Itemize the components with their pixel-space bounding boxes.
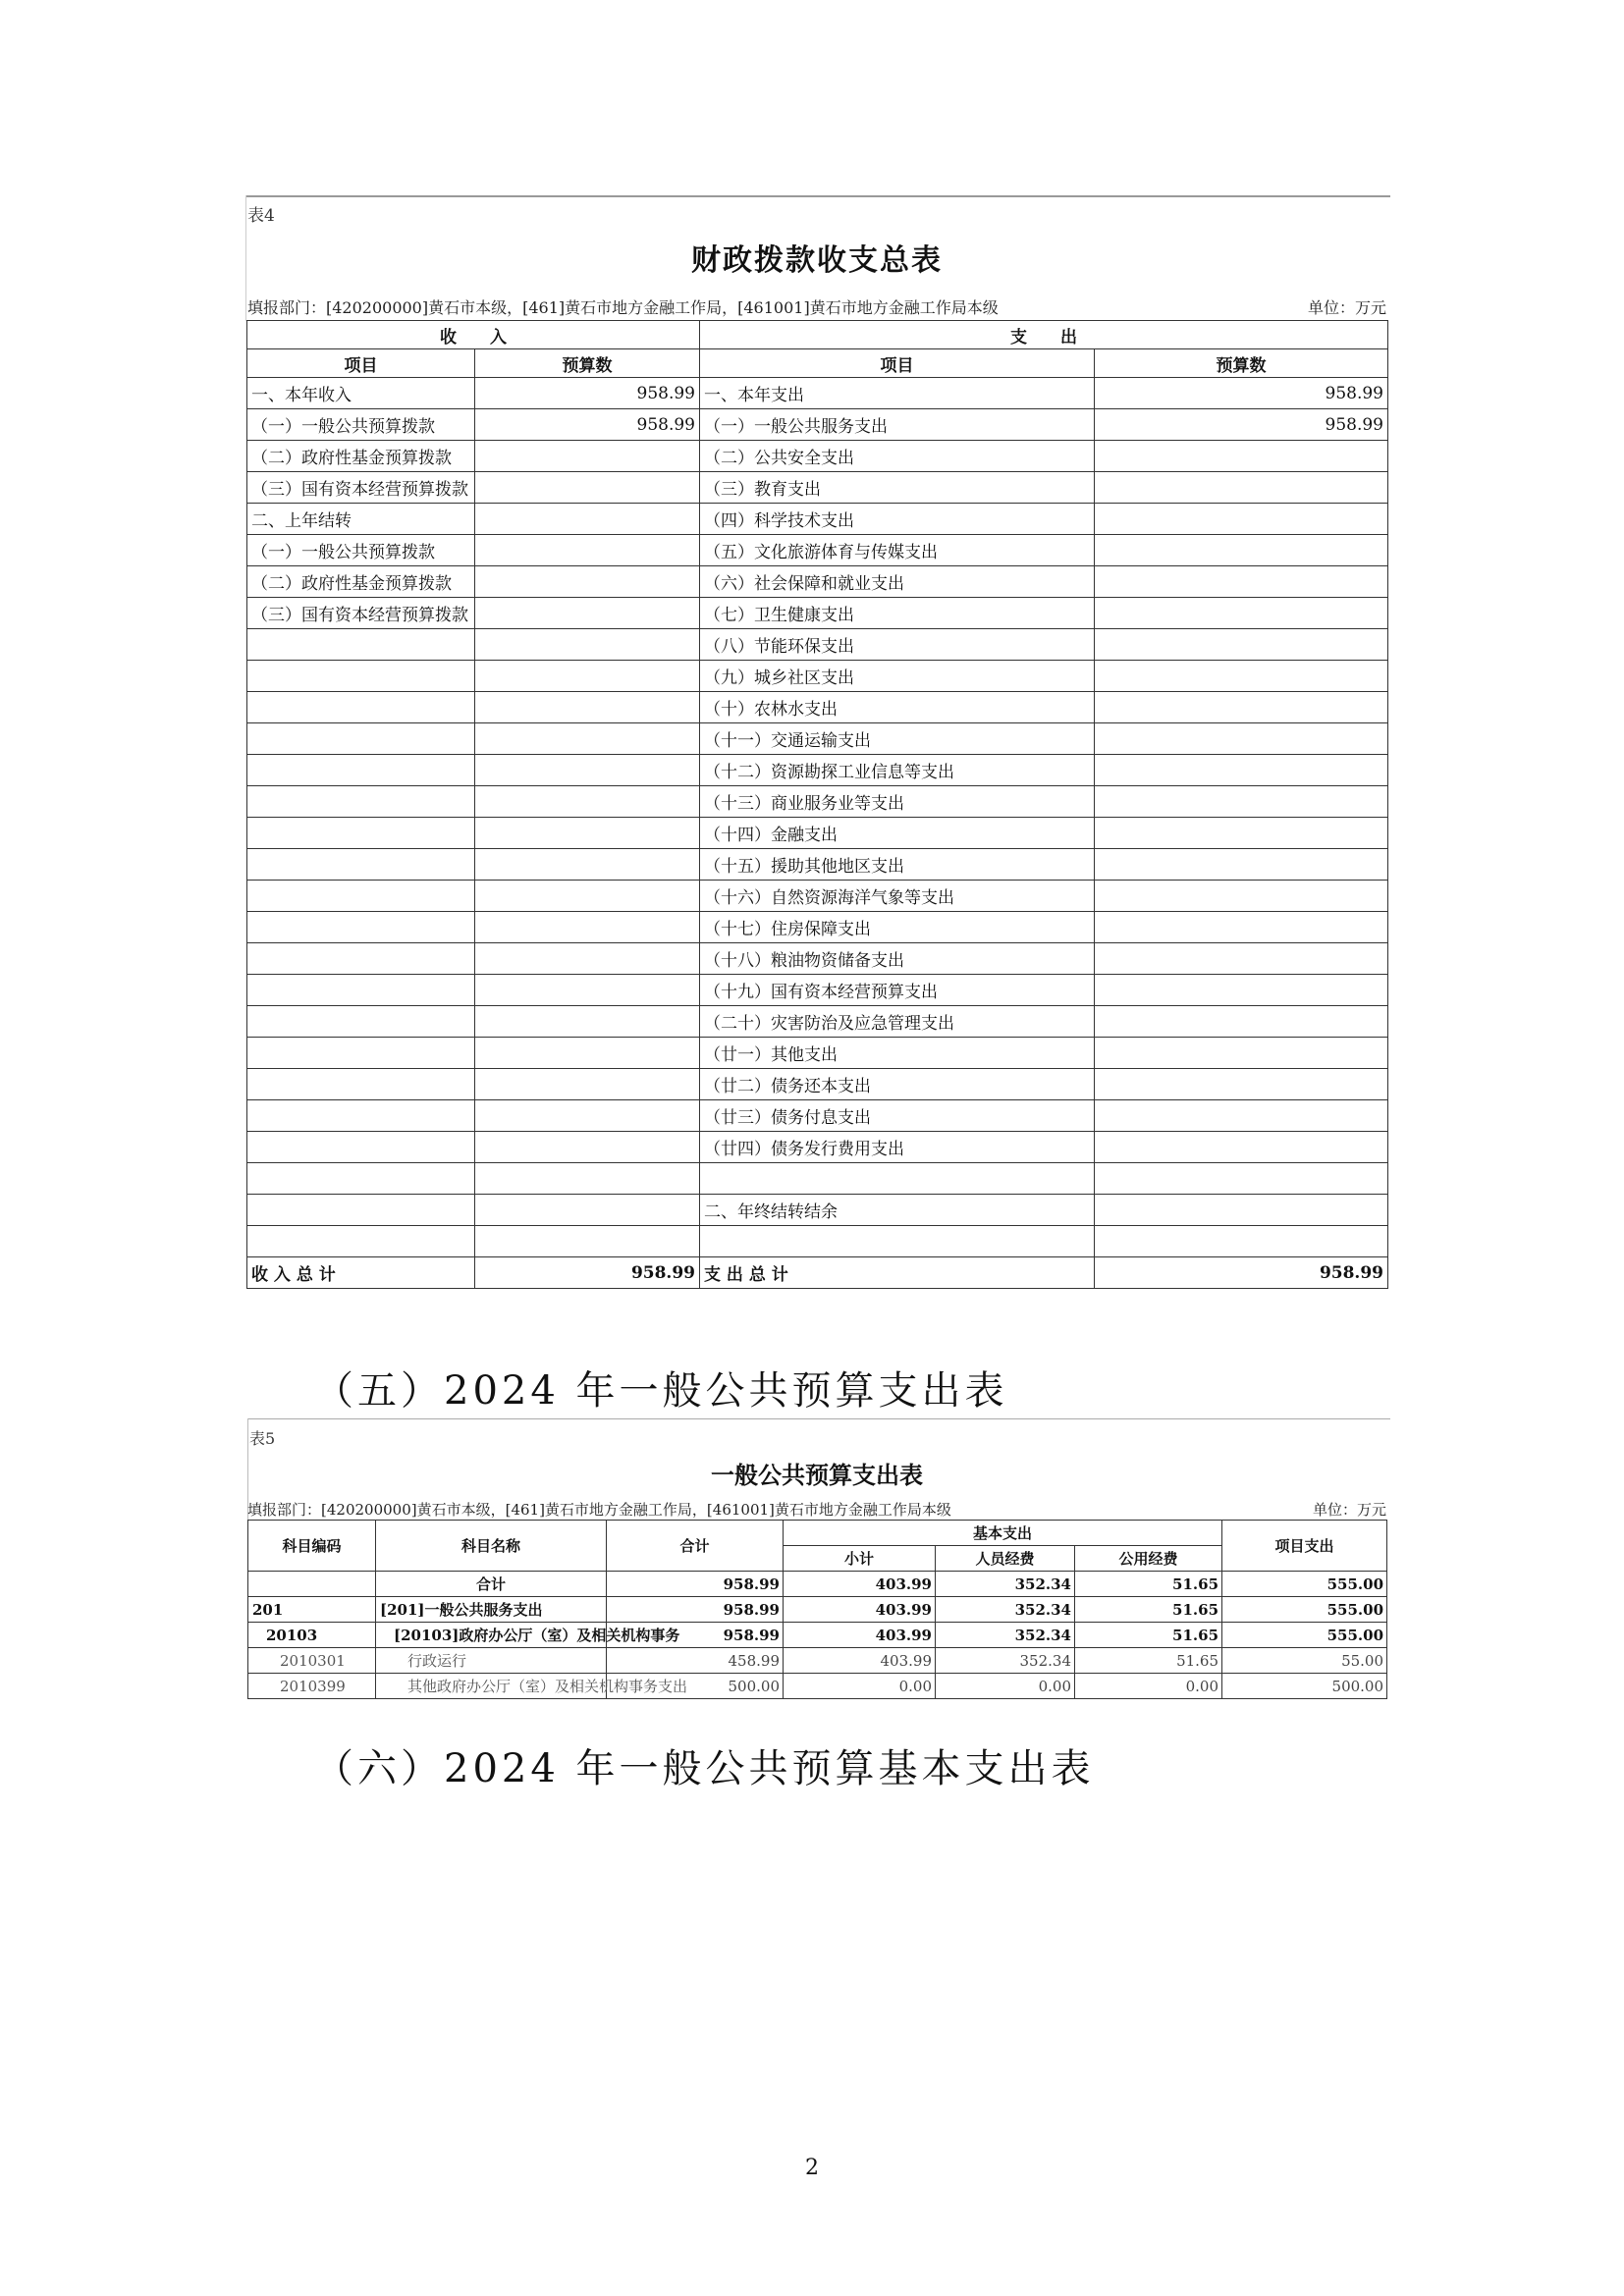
table-row [247,1038,1388,1069]
project-cell: 555.00 [1222,1572,1387,1597]
code-cell: 20103 [248,1623,376,1648]
name-cell: 行政运行 [376,1648,607,1674]
table-row [247,598,1388,629]
income-value-cell [475,692,700,723]
income-item-cell: （一）一般公共预算拨款 [247,409,475,441]
income-item-cell: （三）国有资本经营预算拨款 [247,472,475,504]
table5-dept: 填报部门：[420200000]黄石市本级，[461]黄石市地方金融工作局，[461001]黄石市地方金融工作局本级 [247,1501,951,1519]
table4-tag: 表4 [247,206,275,226]
col-expense-budget: 预算数 [1095,349,1388,378]
expense-item-cell: （八）节能环保支出 [700,629,1095,661]
expense-item-cell: （十三）商业服务业等支出 [700,786,1095,818]
expense-item-cell: 一、本年支出 [700,378,1095,409]
name-cell: [201]一般公共服务支出 [376,1597,607,1623]
income-item-cell [247,661,475,692]
table-row [247,566,1388,598]
expense-item-cell [700,1226,1095,1257]
project-cell: 555.00 [1222,1597,1387,1623]
total-cell: 500.00 [607,1674,784,1699]
table-header-row [248,1521,1387,1546]
expense-value-cell [1095,472,1388,504]
expense-item-cell: （十五）援助其他地区支出 [700,849,1095,881]
income-value-cell: 958.99 [475,378,700,409]
income-value-cell [475,1100,700,1132]
expense-item-cell: （十一）交通运输支出 [700,723,1095,755]
name-cell: 其他政府办公厅（室）及相关机构事务支出 [376,1674,607,1699]
income-value-cell: 958.99 [475,409,700,441]
subtotal-cell: 403.99 [784,1572,936,1597]
expense-value-cell [1095,629,1388,661]
col-code: 科目编码 [248,1521,376,1572]
expense-item-cell: （十二）资源勘探工业信息等支出 [700,755,1095,786]
col-personnel: 人员经费 [936,1546,1075,1572]
income-item-cell [247,1163,475,1195]
public-cell: 51.65 [1075,1572,1222,1597]
total-row [247,1257,1388,1289]
expense-value-cell [1095,723,1388,755]
table-row [247,1195,1388,1226]
income-value-cell [475,441,700,472]
income-item-cell [247,755,475,786]
table5-title: 一般公共预算支出表 [711,1461,923,1489]
col-public: 公用经费 [1075,1546,1222,1572]
table-row [248,1674,1387,1699]
income-value-cell [475,504,700,535]
expense-item-cell: （廿二）债务还本支出 [700,1069,1095,1100]
income-item-cell [247,912,475,943]
table5-unit: 单位：万元 [1312,1501,1386,1519]
table-row [248,1648,1387,1674]
expense-item-cell: （廿四）债务发行费用支出 [700,1132,1095,1163]
income-item-cell: 一、本年收入 [247,378,475,409]
table-subheader-row [247,349,1388,378]
personnel-cell: 352.34 [936,1623,1075,1648]
personnel-cell: 352.34 [936,1648,1075,1674]
income-item-cell [247,1226,475,1257]
total-cell: 458.99 [607,1648,784,1674]
expense-value-cell: 958.99 [1095,378,1388,409]
income-item-cell: （二）政府性基金预算拨款 [247,441,475,472]
expense-item-cell: （十六）自然资源海洋气象等支出 [700,881,1095,912]
income-item-cell [247,1038,475,1069]
code-cell: 201 [248,1597,376,1623]
income-item-cell [247,975,475,1006]
expense-item-cell: （十九）国有资本经营预算支出 [700,975,1095,1006]
expense-item-cell: （十）农林水支出 [700,692,1095,723]
income-item-cell [247,943,475,975]
total-cell: 958.99 [607,1623,784,1648]
expense-value-cell [1095,692,1388,723]
expense-item-cell: （二）公共安全支出 [700,441,1095,472]
table-header-row [247,321,1388,349]
expense-item-cell: （十八）粮油物资储备支出 [700,943,1095,975]
expense-item-cell: （一）一般公共服务支出 [700,409,1095,441]
section-heading-5: （五）2024 年一般公共预算支出表 [314,1368,1008,1414]
expense-value-cell [1095,1100,1388,1132]
income-value-cell [475,661,700,692]
page-number: 2 [805,2156,819,2180]
table-row [247,849,1388,881]
income-value-cell [475,629,700,661]
col-expense-item: 项目 [700,349,1095,378]
income-value-cell [475,1132,700,1163]
expense-value-cell [1095,1069,1388,1100]
income-value-cell [475,598,700,629]
income-value-cell [475,849,700,881]
expense-value-cell [1095,535,1388,566]
personnel-cell: 352.34 [936,1597,1075,1623]
income-value-cell [475,818,700,849]
expense-value-cell [1095,566,1388,598]
section-heading-6: （六）2024 年一般公共预算基本支出表 [314,1746,1095,1791]
income-value-cell [475,912,700,943]
table4-dept: 填报部门：[420200000]黄石市本级，[461]黄石市地方金融工作局，[461001]黄石市地方金融工作局本级 [247,298,999,317]
public-cell: 51.65 [1075,1623,1222,1648]
expense-value-cell: 958.99 [1095,409,1388,441]
expense-value-cell [1095,881,1388,912]
income-value-cell [475,723,700,755]
income-value-cell [475,786,700,818]
general-budget-expense-table [247,1520,1387,1699]
expense-item-cell: （廿三）债务付息支出 [700,1100,1095,1132]
income-item-cell: （一）一般公共预算拨款 [247,535,475,566]
personnel-cell: 0.00 [936,1674,1075,1699]
income-total-value: 958.99 [475,1257,700,1289]
header-expense: 支 出 [700,321,1388,349]
income-item-cell [247,818,475,849]
income-value-cell [475,1226,700,1257]
expense-item-cell: （九）城乡社区支出 [700,661,1095,692]
expense-value-cell [1095,1006,1388,1038]
table5-tag: 表5 [249,1429,276,1448]
personnel-cell: 352.34 [936,1572,1075,1597]
income-value-cell [475,566,700,598]
table-row [247,692,1388,723]
expense-item-cell [700,1163,1095,1195]
income-value-cell [475,1163,700,1195]
income-item-cell [247,1195,475,1226]
expense-value-cell [1095,786,1388,818]
table-row [248,1597,1387,1623]
project-cell: 555.00 [1222,1623,1387,1648]
table-row [247,912,1388,943]
col-project: 项目支出 [1222,1521,1387,1572]
expense-item-cell: （四）科学技术支出 [700,504,1095,535]
table-row [247,755,1388,786]
income-item-cell [247,849,475,881]
subtotal-cell: 403.99 [784,1597,936,1623]
table-row [247,1100,1388,1132]
table-row [247,661,1388,692]
income-value-cell [475,755,700,786]
code-cell: 2010399 [248,1674,376,1699]
expense-value-cell [1095,441,1388,472]
table-row [247,786,1388,818]
table-row [247,535,1388,566]
table-row [247,818,1388,849]
table4-title: 财政拨款收支总表 [691,243,943,278]
income-value-cell [475,1195,700,1226]
table-row [248,1572,1387,1597]
name-cell: [20103]政府办公厅（室）及相关机构事务 [376,1623,607,1648]
income-item-cell: （三）国有资本经营预算拨款 [247,598,475,629]
expense-item-cell: （五）文化旅游体育与传媒支出 [700,535,1095,566]
table-row [247,881,1388,912]
expense-item-cell: （十七）住房保障支出 [700,912,1095,943]
table-row [247,943,1388,975]
income-value-cell [475,472,700,504]
expense-item-cell: （十四）金融支出 [700,818,1095,849]
expense-value-cell [1095,1132,1388,1163]
income-value-cell [475,1069,700,1100]
income-value-cell [475,943,700,975]
expense-value-cell [1095,1195,1388,1226]
income-item-cell [247,1100,475,1132]
col-income-budget: 预算数 [475,349,700,378]
income-value-cell [475,1038,700,1069]
col-income-item: 项目 [247,349,475,378]
expense-value-cell [1095,1038,1388,1069]
expense-value-cell [1095,598,1388,629]
expense-value-cell [1095,975,1388,1006]
t4-left-rule [245,195,246,321]
income-value-cell [475,535,700,566]
table-row [247,504,1388,535]
total-cell: 958.99 [607,1572,784,1597]
expense-total-value: 958.99 [1095,1257,1388,1289]
income-item-cell [247,1006,475,1038]
table-row [247,378,1388,409]
col-total: 合计 [607,1521,784,1572]
income-item-cell [247,692,475,723]
expense-item-cell: （二十）灾害防治及应急管理支出 [700,1006,1095,1038]
expense-item-cell: （三）教育支出 [700,472,1095,504]
expense-value-cell [1095,943,1388,975]
expense-value-cell [1095,1226,1388,1257]
table-row [248,1623,1387,1648]
expense-item-cell: （六）社会保障和就业支出 [700,566,1095,598]
table-row [247,1006,1388,1038]
expense-value-cell [1095,755,1388,786]
income-value-cell [475,1006,700,1038]
expense-item-cell: （七）卫生健康支出 [700,598,1095,629]
expense-item-cell: （廿一）其他支出 [700,1038,1095,1069]
expense-total-label: 支 出 总 计 [700,1257,1095,1289]
code-cell: 2010301 [248,1648,376,1674]
project-cell: 500.00 [1222,1674,1387,1699]
income-value-cell [475,881,700,912]
table4-unit: 单位：万元 [1307,298,1386,317]
table-row [247,1163,1388,1195]
expense-value-cell [1095,912,1388,943]
total-cell: 958.99 [607,1597,784,1623]
expense-value-cell [1095,818,1388,849]
top-rule [245,195,1390,197]
income-total-label: 收 入 总 计 [247,1257,475,1289]
col-subtotal: 小计 [784,1546,936,1572]
public-cell: 0.00 [1075,1674,1222,1699]
expense-value-cell [1095,504,1388,535]
income-item-cell [247,881,475,912]
subtotal-cell: 0.00 [784,1674,936,1699]
col-basic: 基本支出 [784,1521,1222,1546]
income-item-cell: （二）政府性基金预算拨款 [247,566,475,598]
expense-item-cell: 二、年终结转结余 [700,1195,1095,1226]
name-cell: 合计 [376,1572,607,1597]
public-cell: 51.65 [1075,1597,1222,1623]
subtotal-cell: 403.99 [784,1648,936,1674]
subtotal-cell: 403.99 [784,1623,936,1648]
project-cell: 55.00 [1222,1648,1387,1674]
table-row [247,1069,1388,1100]
t5-top-rule [247,1418,1390,1419]
expense-value-cell [1095,849,1388,881]
expense-value-cell [1095,661,1388,692]
table-row [247,629,1388,661]
income-item-cell: 二、上年结转 [247,504,475,535]
income-value-cell [475,975,700,1006]
code-cell [248,1572,376,1597]
table-row [247,723,1388,755]
col-name: 科目名称 [376,1521,607,1572]
expense-value-cell [1095,1163,1388,1195]
table-row [247,409,1388,441]
table-row [247,472,1388,504]
income-item-cell [247,786,475,818]
header-income: 收 入 [247,321,700,349]
public-cell: 51.65 [1075,1648,1222,1674]
income-item-cell [247,629,475,661]
income-item-cell [247,723,475,755]
income-item-cell [247,1069,475,1100]
income-item-cell [247,1132,475,1163]
table-row [247,1132,1388,1163]
table-row [247,441,1388,472]
fiscal-appropriation-table [246,320,1388,1289]
table-row [247,975,1388,1006]
table-row [247,1226,1388,1257]
